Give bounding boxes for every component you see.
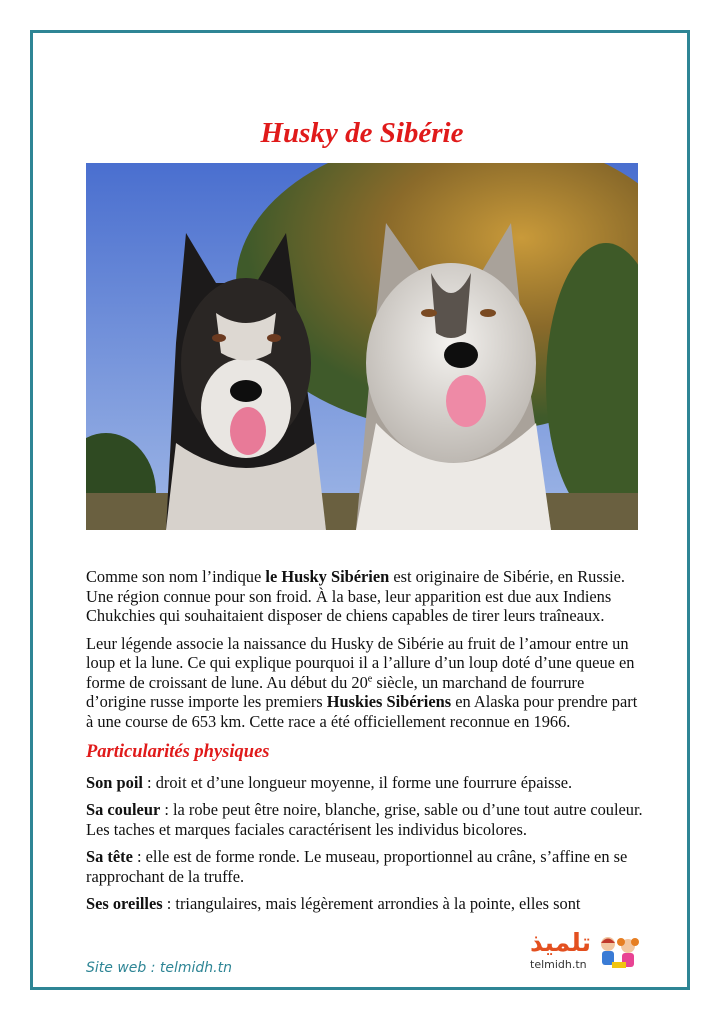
telmidh-logo xyxy=(528,928,648,978)
logo-latin-text: telmidh.tn xyxy=(530,958,587,971)
feature-coat: Son poil : droit et d’une longueur moyenne, il forme une fourrure épaisse. xyxy=(86,772,573,792)
article-body xyxy=(86,567,646,922)
logo-arabic-text: تلميذ xyxy=(530,928,591,957)
page-title: Husky de Sibérie xyxy=(260,117,464,149)
section-title: Particularités physiques xyxy=(86,742,270,762)
intro-paragraph-2: Leur légende associe la naissance du Husky de Sibérie au fruit de l’amour entre un loup et la lune. Ce qui explique pourquoi il a l’allure d’un loup doté d’une queue en forme de croissant de lune. Au début du 20e siècle, un marchand de fourrure d’origine russe importe les premiers Huskies Sibériens en Alaska pour prendre part à une course de 653 km. Cette race a été officiellement reconnue en 1966. xyxy=(86,633,638,731)
kids-icon xyxy=(594,934,642,974)
intro-paragraph-1: Comme son nom l’indique le Husky Sibérien est originaire de Sibérie, en Russie. Une région connue pour son froid. À la base, leur apparition est due aux Indiens Chukchies qui souhaitaient disposer de chiens capables de tirer leurs traîneaux. xyxy=(86,567,626,625)
feature-ears: Ses oreilles : triangulaires, mais légèrement arrondies à la pointe, elles sont xyxy=(86,894,581,913)
husky-photo xyxy=(86,163,638,530)
feature-head: Sa tête : elle est de forme ronde. Le museau, proportionnel au crâne, s’affine en se rapprochant de la truffe. xyxy=(86,847,628,886)
website-link[interactable]: Site web : telmidh.tn xyxy=(86,960,232,976)
feature-color: Sa couleur : la robe peut être noire, blanche, grise, sable ou d’une tout autre couleur. Les taches et marques faciales caractérisent les individus bicolores. xyxy=(86,800,643,839)
